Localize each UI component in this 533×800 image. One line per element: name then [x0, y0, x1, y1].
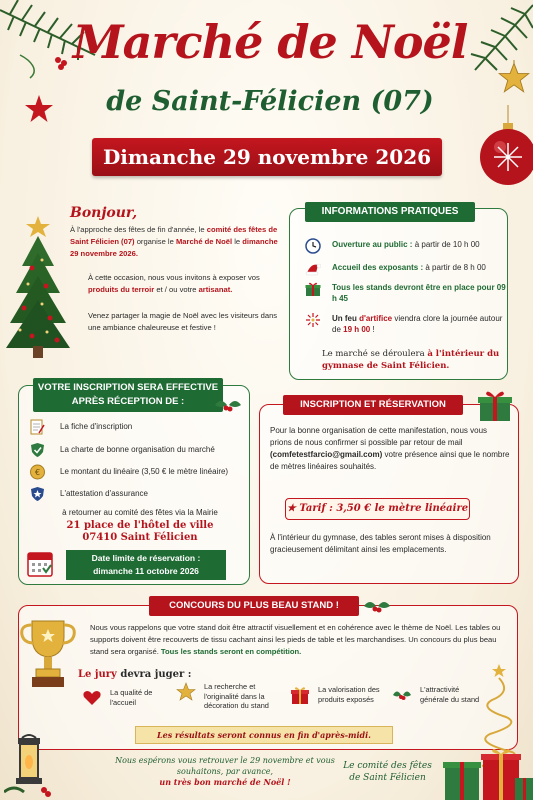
jury-heading: Le jury devra juger :: [78, 669, 192, 680]
intro-paragraph-1: À l'approche des fêtes de fin d'année, le comité des fêtes de Saint Félicien (07) organise le Marché de Noël le dimanche 29 novembre 2026.: [70, 225, 278, 258]
ornament-icon: [478, 105, 533, 195]
coin-icon: [30, 464, 45, 480]
gift-icon: [305, 281, 321, 297]
reservation-heading: INSCRIPTION ET RÉSERVATION: [283, 395, 463, 415]
document-icon: [30, 419, 45, 435]
info-heading: INFORMATIONS PRATIQUES: [305, 202, 475, 222]
page-title: Marché de Noël: [72, 15, 468, 69]
gift-icon: [477, 388, 513, 422]
greeting: Bonjour,: [70, 205, 138, 221]
holly-icon: [213, 395, 243, 415]
contest-heading: CONCOURS DU PLUS BEAU STAND !: [149, 596, 359, 616]
gift-icon: [290, 685, 310, 705]
return-instructions: à retourner au comité des fêtes via la Mairie: [62, 508, 218, 517]
page-subtitle: de Saint-Félicien (07): [106, 86, 434, 117]
tarif-badge: ★ Tarif : 3,50 € le mètre linéaire: [285, 498, 470, 520]
reservation-tables-text: À l'intérieur du gymnase, des tables seront mises à disposition gracieusement délimitant ainsi les emplacements.: [270, 533, 491, 554]
shield-check-icon: [30, 442, 45, 458]
mairie-address: 21 place de l'hôtel de ville 07410 Saint Félicien: [66, 520, 214, 543]
christmas-tree-icon: [2, 208, 74, 358]
holly-icon: [392, 685, 412, 705]
intro-paragraph-3: Venez partager la magie de Noël avec les visiteurs dans une ambiance chaleureuse et festive !: [88, 311, 278, 332]
calendar-icon: [26, 548, 54, 578]
reservation-text: Pour la bonne organisation de cette manifestation, nous vous prions de nous confirmer si possible par retour de mail (comfetestfarcio@gmail.com) votre présence ainsi que le nombre de mètres linéaires souhaités.: [270, 426, 510, 471]
heart-icon: [82, 688, 102, 708]
star-icon: [176, 682, 196, 702]
clock-icon: [305, 238, 321, 254]
trophy-icon: [18, 615, 78, 690]
flyer-page: Marché de Noël de Saint-Félicien (07) Dimanche 29 novembre 2026 Bonjour, À l'approche des fêtes de fin d'année, le comité des fêtes de Saint Félicien (07) organise le Marché de Noël le dimanche 29 novembre 2026. À cette occasion, nous vous invitons à exposer vos produits du terroir et / ou votre artisanat. Venez partager la magie de Noël avec les visiteurs dans une ambiance chaleureuse et festive ! INFORMATIONS PRATIQUES Ouverture au public : à partir de 10 h 00 Accueil des exposants : à partir de 8 h 00 Tous les stands devront être en place pour 09 h 45 Un feu d'artifice viendra clore la journée autour de 19 h 00 ! Le marché se déroulera à l'intérieur du gymnase de Saint Félicien. VOTRE INSCRIPTION SERA EFFECTIVE APRÈS RÉCEPTION DE : La fiche d'inscription La charte de bonne organisation du marché € Le montant du linéaire (3,50 € le mètre linéaire) L'attestation d'assurance à retourner au comité des fêtes via la Mairie 21 place de l'hôtel de ville 07410 Saint Félicien Date limite de réservation : dimanche 11 octobre 2026 INSCRIPTION ET RÉSERVATION Pour la bonne organisation de cette manifestation, nous vous prions de nous confirmer si possible par retour de mail (comfetestfarcio@gmail.com) votre présence ainsi que le nombre de mètres linéaires souhaités. ★ Tarif : 3,50 € le mètre linéaire À l'intérieur du gymnase, des tables seront mises à disposition gracieusement délimitant ainsi les emplacements. CONCOURS DU PLUS BEAU STAND ! Nous vous rappelons que votre stand doit être attractif visuellement et en cohérence avec le thème de Noël. Les tables ou supports doivent être recouverts de tissu cachant ainsi les pieds de table et les marchandises. Un concours du plus beau stand sera organisé. Tous les stands seront en compétition. Le jury devra juger : La qualité de l'accueil La recherche et l'originalité dans la décoration du stand La valorisation des produits exposés L'attractivité générale du stand Les résultats seront connus en fin d'après-midi. Nous espérons vous retrouver le 29 novembre et vous souhaitons, par avance, un très bon marché de Noël ! Le comité des fêtes de Saint Félicien: [0, 0, 533, 800]
star-icon: [24, 94, 54, 124]
signature: Le comité des fêtes de Saint Félicien: [343, 761, 432, 783]
closing-message: Nous espérons vous retrouver le 29 novembre et vous souhaitons, par avance, un très bon marché de Noël !: [115, 756, 335, 787]
gold-star-icon: [497, 60, 531, 94]
date-banner: Dimanche 29 novembre 2026: [92, 138, 442, 176]
info-location: Le marché se déroulera à l'intérieur du gymnase de Saint Félicien.: [322, 349, 500, 371]
registration-heading: VOTRE INSCRIPTION SERA EFFECTIVE APRÈS RÉCEPTION DE :: [33, 378, 223, 412]
badge-icon: [30, 486, 45, 502]
svg-text:€: €: [34, 468, 41, 477]
contest-text: Nous vous rappelons que votre stand doit être attractif visuellement et en cohérence avec le thème de Noël. Les tables ou supports doivent être recouverts de tissu cachant ainsi les pieds de table et les marchandises. Un concours du plus beau stand sera organisé. Tous les stands seront en compétition.: [90, 623, 501, 656]
santa-hat-icon: [305, 261, 321, 277]
holly-icon: [362, 596, 392, 616]
intro-paragraph-2: À cette occasion, nous vous invitons à exposer vos produits du terroir et / ou votre artisanat.: [88, 273, 260, 294]
gifts-icon: [443, 748, 533, 800]
results-banner: Les résultats seront connus en fin d'après-midi.: [135, 726, 393, 744]
fireworks-icon: [305, 312, 321, 328]
lantern-icon: [4, 732, 54, 800]
deadline-banner: Date limite de réservation : dimanche 11 octobre 2026: [66, 550, 226, 580]
